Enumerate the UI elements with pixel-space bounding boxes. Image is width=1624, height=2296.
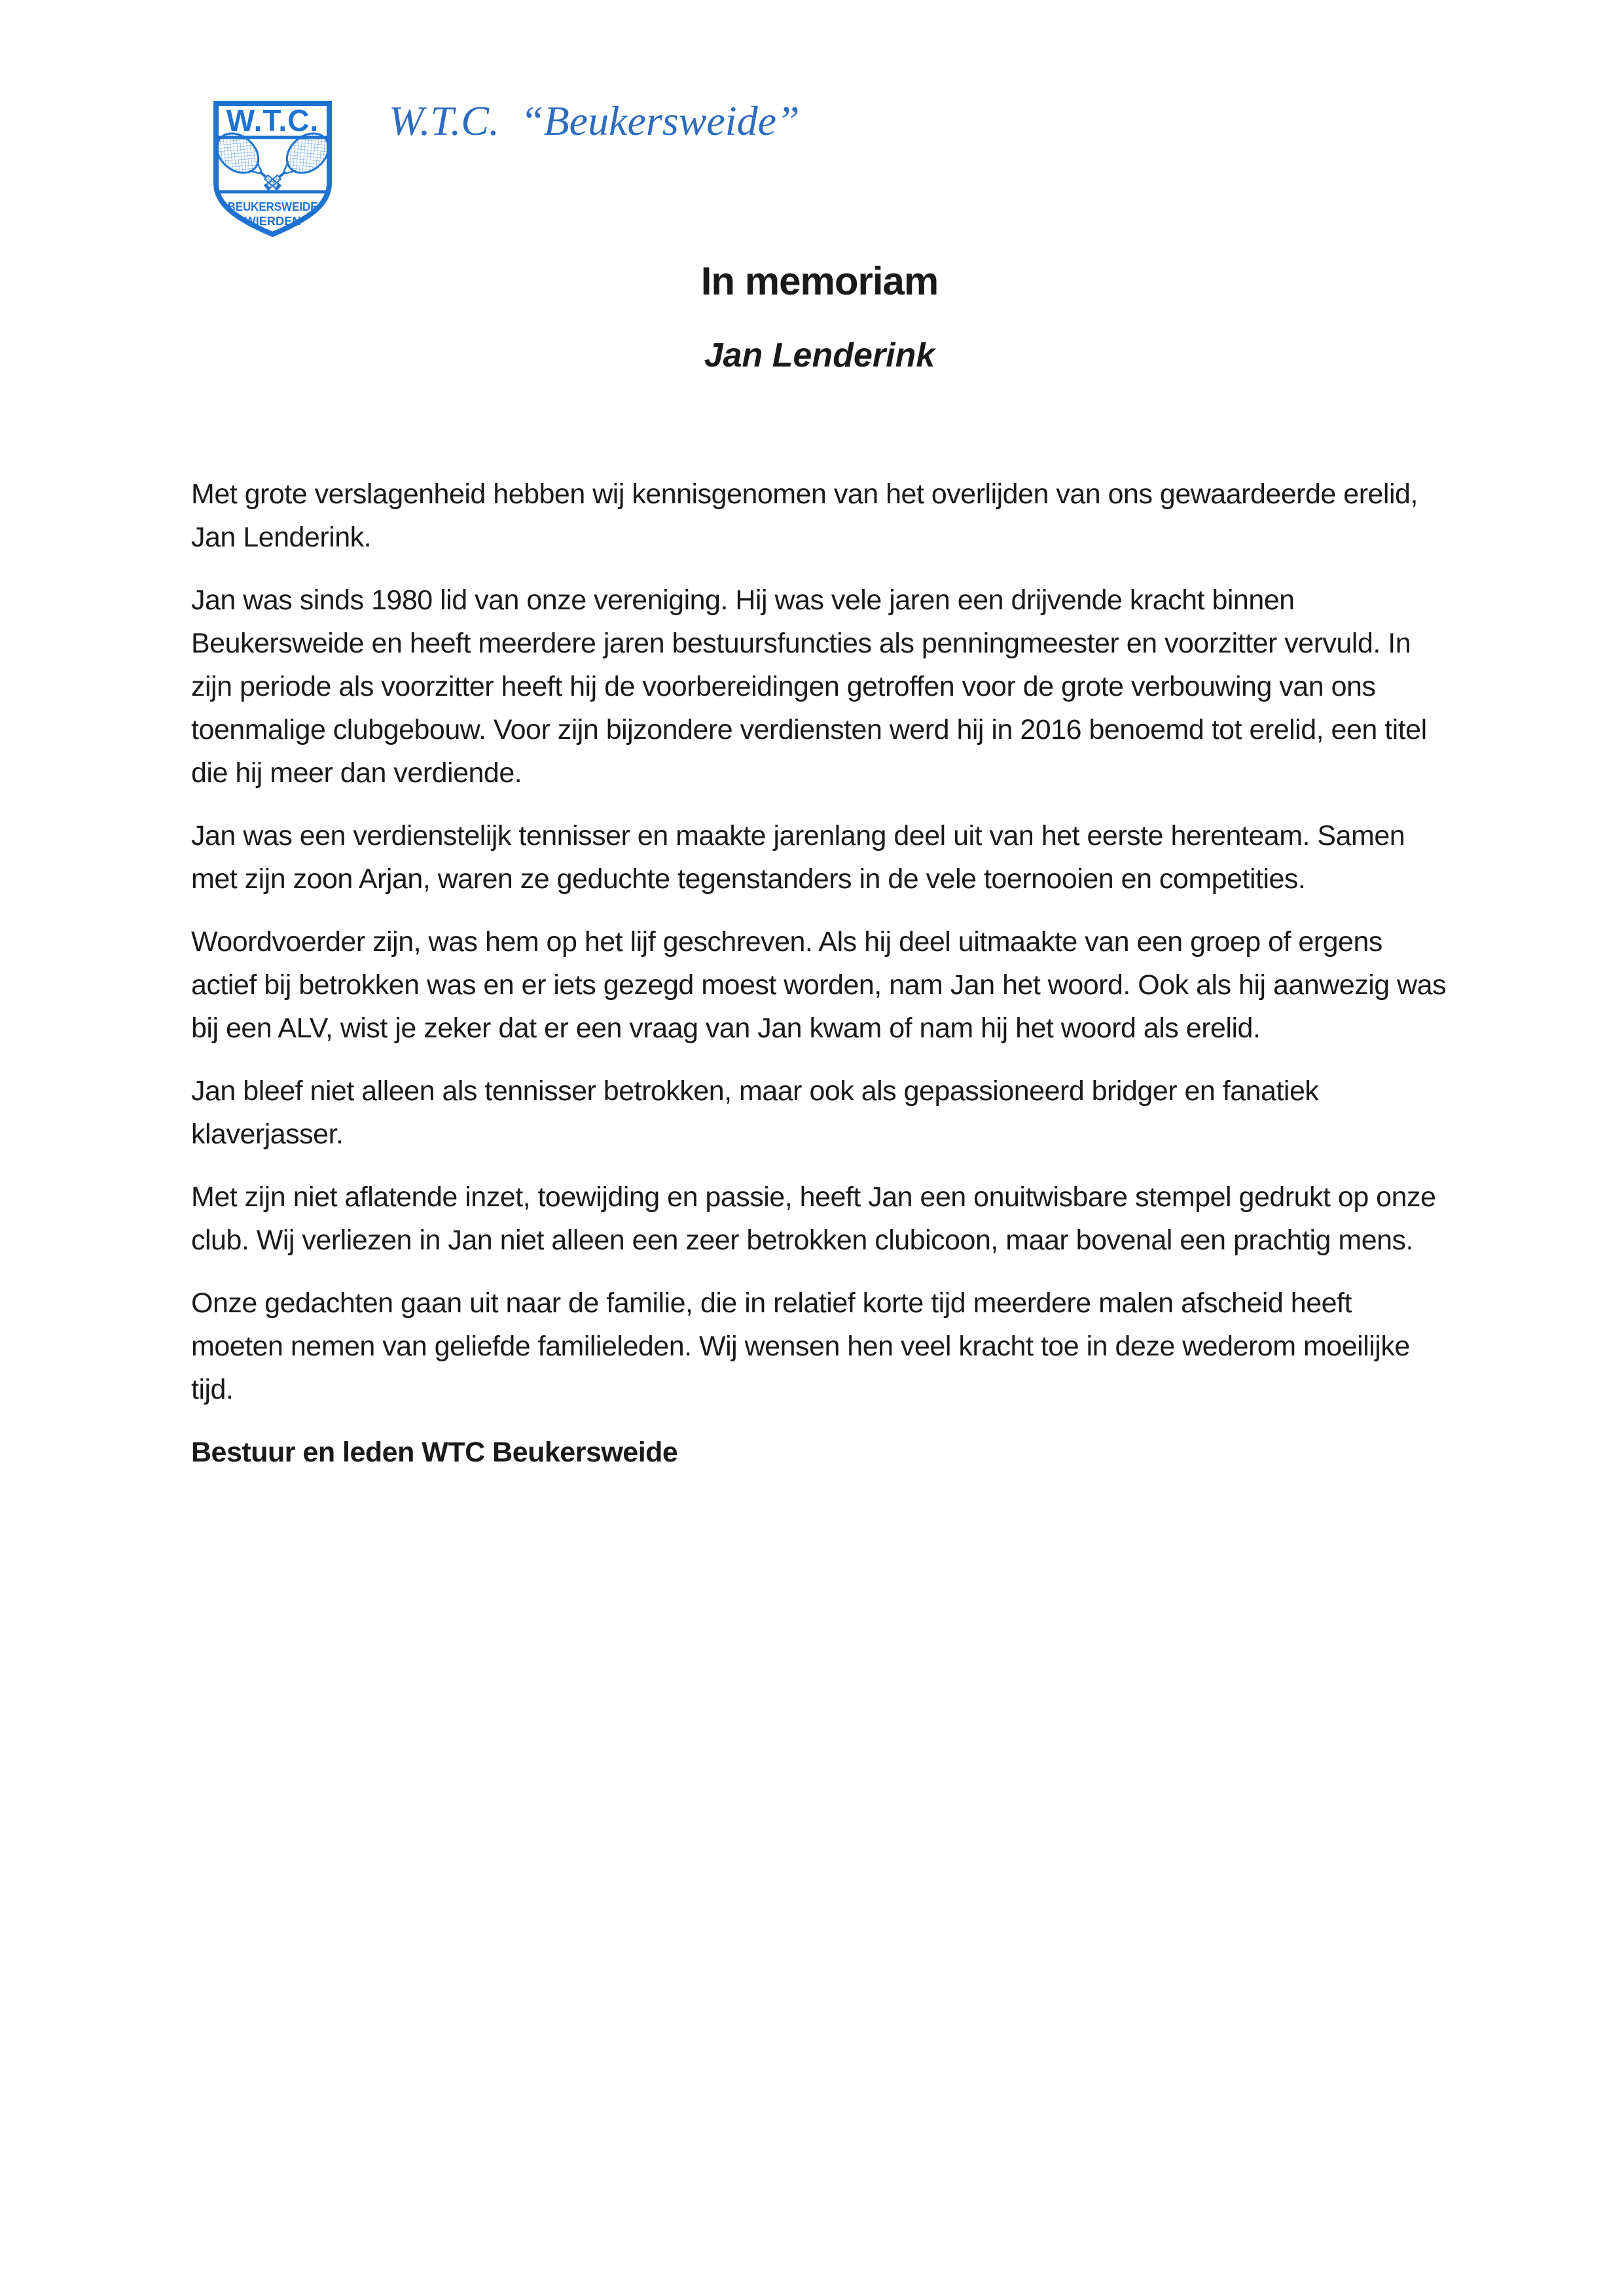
- club-title: W.T.C. “Beukersweide”: [389, 98, 800, 144]
- body-paragraph: Jan was een verdienstelijk tennisser en maakte jarenlang deel uit van het eerste herenteam. Samen met zijn zoon Arjan, waren ze geduchte tegenstanders in de vele toernooien en competities.: [191, 819, 1405, 895]
- body-paragraph: Met zijn niet aflatende inzet, toewijding en passie, heeft Jan een onuitwisbare stempel gedrukt op onze club. Wij verliezen in Jan niet alleen een zeer betrokken clubicoon, maar bovenal een prachtig mens.: [191, 1181, 1436, 1256]
- letter-body: [191, 0, 1448, 1494]
- logo-acronym: W.T.C.: [226, 103, 319, 137]
- closing-signature: Bestuur en leden WTC Beukersweide: [191, 1436, 678, 1468]
- body-paragraphs: [191, 473, 1448, 1411]
- page-title: In memoriam: [700, 259, 939, 303]
- body-paragraph: Jan was sinds 1980 lid van onze vereniging. Hij was vele jaren een drijvende kracht binnen Beukersweide en heeft meerdere jaren bestuursfuncties als penningmeester en voorzitter vervuld. In zijn periode als voorzitter heeft hij de voorbereidingen getroffen voor de grote verbouwing van ons toenmalige clubgebouw. Voor zijn bijzondere verdiensten werd hij in 2016 benoemd tot erelid, een titel die hij meer dan verdiende.: [191, 584, 1427, 789]
- body-paragraph: Jan bleef niet alleen als tennisser betrokken, maar ook als gepassioneerd bridger en fanatiek klaverjasser.: [191, 1075, 1319, 1150]
- logo-name-line1: BEUKERSWEIDE: [227, 200, 318, 213]
- body-paragraph: Met grote verslagenheid hebben wij kennisgenomen van het overlijden van ons gewaardeerde erelid, Jan Lenderink.: [191, 478, 1418, 553]
- subject-name: Jan Lenderink: [704, 336, 935, 374]
- logo-name-line2: WIERDEN: [244, 215, 301, 228]
- body-paragraph: Onze gedachten gaan uit naar de familie, die in relatief korte tijd meerdere malen afscheid heeft moeten nemen van geliefde familieleden. Wij wensen hen veel kracht toe in deze wederom moeilijke tijd.: [191, 1287, 1410, 1405]
- body-paragraph: Woordvoerder zijn, was hem op het lijf geschreven. Als hij deel uitmaakte van een groep of ergens actief bij betrokken was en er iets gezegd moest worden, nam Jan het woord. Ook als hij aanwezig was bij een ALV, wist je zeker dat er een vraag van Jan kwam of nam hij het woord als erelid.: [191, 925, 1447, 1044]
